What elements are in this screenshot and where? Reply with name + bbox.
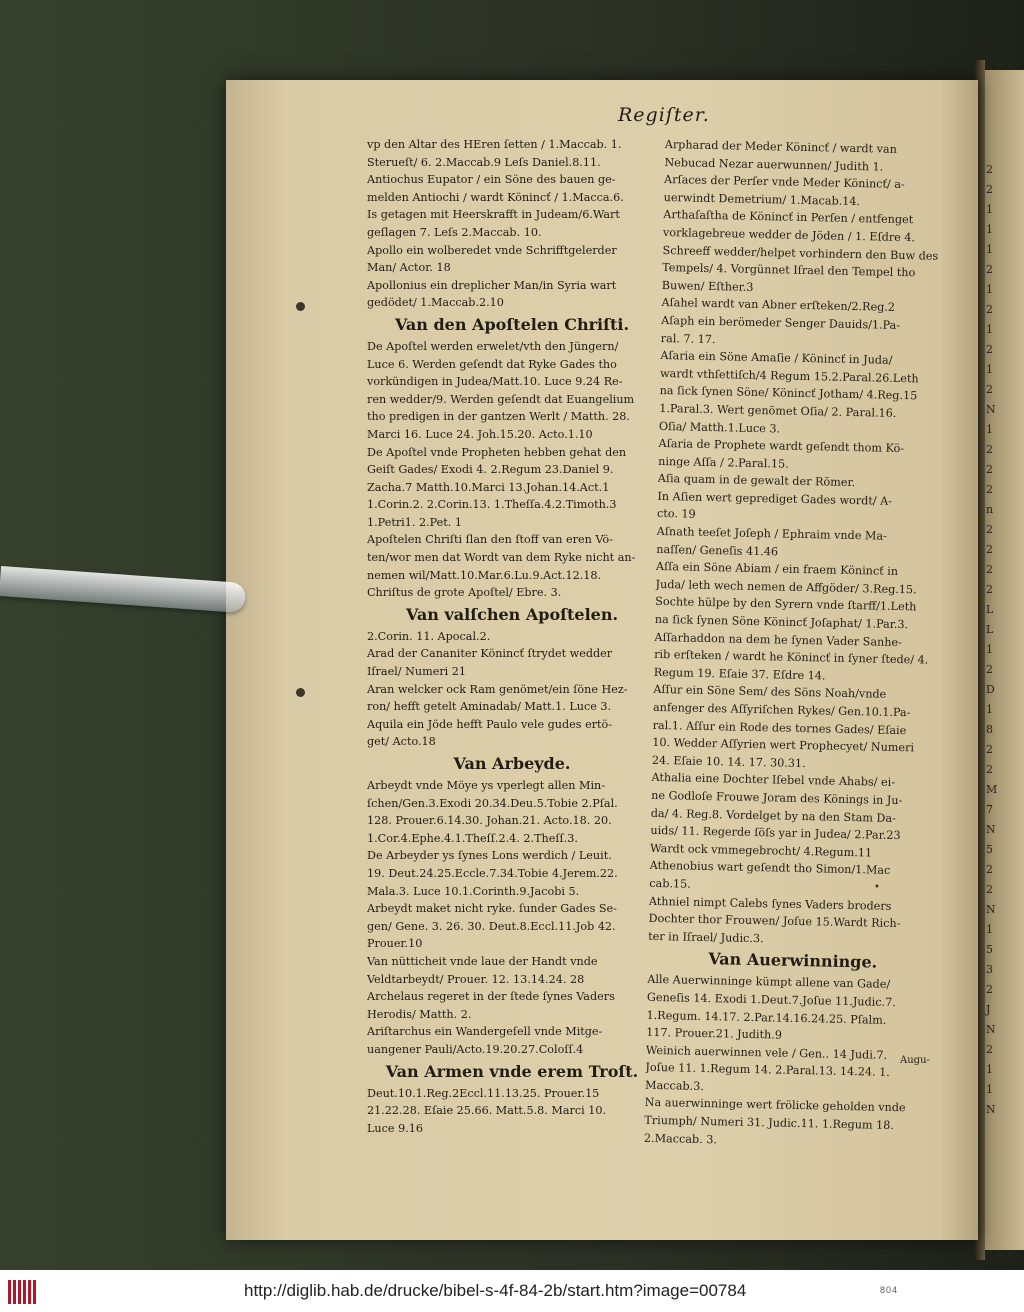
index-line: Aquila ein Jöde hefft Paulo vele gudes ertö- [367, 717, 613, 731]
index-line: Maccab.3. [644, 1078, 704, 1093]
index-line: Arſaces der Perſer vnde Meder Könincť/ a- [663, 173, 905, 192]
index-line: cto. 19 [656, 507, 696, 522]
index-line: Arbeydt maket nicht ryke. ſunder Gades Se- [367, 902, 617, 916]
index-line: na ſick ſynen Söne/ Könincť Jotham/ 4.Reg.15 [659, 384, 918, 403]
facing-page-fragment: N [986, 403, 996, 416]
viewer-footer [0, 1270, 1024, 1312]
index-line: Aran welcker ock Ram genömet/ein ſöne Hez- [367, 682, 628, 696]
index-line: Aſaria ein Söne Amaſie / Könincť in Juda/ [660, 349, 893, 367]
index-line: 1.Corin.2. 2.Corin.13. 1.Theſſa.4.2.Timoth.3 [367, 498, 617, 512]
index-line: ral.1. Aſſur ein Rode des tornes Gades/ Eſaie [652, 718, 907, 737]
index-line: Antiochus Eupator / ein Söne des bauen ge- [367, 173, 616, 187]
index-line: 1.Cor.4.Ephe.4.1.Theſſ.2.4. 2.Theſſ.3. [367, 831, 578, 845]
facing-page-fragment: M [986, 783, 998, 796]
index-line: cab.15. [649, 876, 691, 891]
index-line: ren wedder/9. Werden geſendt dat Euangelium [367, 392, 635, 406]
facing-page-fragment: 2 [986, 383, 993, 396]
index-line: ninge Aſſa / 2.Paral.15. [658, 454, 789, 471]
facing-page-fragment: 2 [986, 163, 993, 176]
index-line: Wardt ock vmmegebrocht/ 4.Regum.11 [649, 841, 873, 860]
facing-page-fragment: 2 [986, 483, 993, 496]
facing-page-fragment: L [986, 603, 994, 616]
index-line: Deut.10.1.Reg.2Eccl.11.13.25. Prouer.15 [367, 1086, 600, 1100]
facing-page-fragment: J [986, 1003, 991, 1016]
index-line: Marci 16. Luce 24. Joh.15.20. Acto.1.10 [367, 427, 593, 441]
index-line: Athniel nimpt Calebs ſynes Vaders broders [648, 894, 892, 913]
binding-hole [296, 302, 305, 311]
index-line: vp den Altar des HEren ſetten / 1.Maccab. 1. [367, 138, 622, 151]
index-line: Arbeydt vnde Möye ys vperlegt allen Min- [367, 779, 606, 792]
index-line: Geiſt Gades/ Exodi 4. 2.Regum 23.Daniel 9. [367, 463, 614, 477]
facing-page-fragment: 2 [986, 763, 993, 776]
index-line: geſlagen 7. Leſs 2.Maccab. 10. [367, 225, 542, 239]
index-line: Apoſtelen Chriſti ſlan den ſtoff van eren Vö- [367, 533, 613, 547]
index-line: De Apoſtel werden erwelet/vth den Jüngern/ [367, 339, 619, 353]
facing-page-fragment: 2 [986, 863, 993, 876]
index-line: get/ Acto.18 [367, 735, 436, 749]
index-line: ten/wor men dat Wordt van dem Ryke nicht an- [367, 551, 636, 565]
index-line: Arad der Cananiter Könincť ſtrydet wedder [367, 647, 613, 661]
index-line: Joſue 11. 1.Regum 14. 2.Paral.13. 14.24. 1. [645, 1061, 890, 1080]
index-line: Alle Auerwinninge kümpt allene van Gade/ [647, 973, 891, 992]
facing-page-fragment: 2 [986, 523, 993, 536]
index-line: na ſick ſynen Söne Könincť Joſaphat/ 1.Par.3. [654, 612, 909, 632]
facing-page-edge [980, 70, 1024, 1250]
index-line: tho predigen in der gantzen Werlt / Matth. 28. [367, 410, 630, 424]
index-line: Juda/ leth wech nemen de Affgöder/ 3.Reg.15. [655, 577, 917, 597]
index-line: Apollonius ein dreplicher Man/in Syria wart [367, 278, 617, 292]
index-line: da/ 4. Reg.8. Vordelget by na den Stam Da- [650, 806, 897, 825]
index-line: Is getagen mit Heerskrafft in Judeam/6.Wart [367, 208, 620, 222]
facing-page-fragment: 2 [986, 583, 993, 596]
index-line: Chriſtus de grote Apoſtel/ Ebre. 3. [367, 586, 562, 600]
index-line: 117. Prouer.21. Judith.9 [646, 1025, 783, 1042]
facing-page-fragment: 1 [986, 363, 993, 376]
index-line: Aſſur ein Söne Sem/ des Söns Noah/vnde [653, 683, 887, 702]
index-line: In Aſien wert geprediget Gades wordt/ A- [657, 489, 893, 508]
index-line: ter in Iſrael/ Judic.3. [648, 929, 764, 945]
index-line: Weinich auerwinnen vele / Gen.. 14 Judi.7. [645, 1043, 888, 1062]
facing-page-fragment: 3 [986, 963, 993, 976]
index-line: gedödet/ 1.Maccab.2.10 [367, 296, 504, 310]
index-line: Athenobius wart geſendt tho Simon/1.Mac [649, 859, 891, 878]
section-heading: Van Arbeyde. [453, 754, 571, 773]
section-heading: Van Armen vnde erem Troſt. [385, 1061, 639, 1081]
facing-page-fragment: 1 [986, 1083, 993, 1096]
index-line: 1.Regum. 14.17. 2.Par.14.16.24.25. Pſalm. [646, 1008, 887, 1027]
index-line: vorklagebreue wedder de Jöden / 1. Eſdre 4. [662, 225, 916, 245]
catchword: Augu- [900, 1055, 930, 1066]
page-number: 804 [880, 1285, 899, 1295]
facing-page-fragment: 1 [986, 243, 993, 256]
index-line: Buwen/ Eſther.3 [661, 278, 754, 294]
facing-page-fragment: N [986, 823, 996, 836]
index-line: uids/ 11. Regerde ſöſs yar in Judea/ 2.Par.23 [650, 824, 901, 843]
facing-page-fragment: N [986, 903, 996, 916]
index-line: Na auerwinninge wert frölicke geholden vnde [644, 1096, 906, 1115]
index-line: naſſen/ Geneſis 41.46 [656, 542, 779, 559]
index-line: Van nütticheit vnde laue der Handt vnde [367, 954, 598, 968]
index-line: ne Godloſe Frouwe Joram des Könings in Ju- [651, 788, 903, 808]
index-line: anfenger des Aſſyriſchen Rykes/ Gen.10.1.Pa- [652, 700, 911, 720]
library-logo-icon [8, 1280, 36, 1304]
index-line: ron/ hefft getelt Aminadab/ Matt.1. Luce 3. [367, 700, 612, 714]
index-line: Sterueſt/ 6. 2.Maccab.9 Leſs Daniel.8.11. [367, 155, 601, 169]
index-line: Schreeff wedder/helpet vorhindern den Buw des [662, 243, 939, 263]
index-line: rib erſteken / wardt he Könincť in ſyner ſtede/ 4. [654, 648, 929, 667]
index-line: 2.Corin. 11. Apocal.2. [367, 629, 491, 643]
facing-page-fragment: 1 [986, 323, 993, 336]
facing-page-fragment: 2 [986, 183, 993, 196]
index-line: uerwindt Demetrium/ 1.Macab.14. [663, 190, 861, 208]
facing-page-fragment: 2 [986, 743, 993, 756]
index-line: Luce 9.16 [367, 1121, 423, 1135]
index-line: Prouer.10 [367, 937, 423, 951]
index-line: 24. Eſaie 10. 14. 17. 30.31. [651, 753, 806, 770]
section-heading: Van valſchen Apoſtelen. [405, 604, 619, 624]
facing-page-fragment: 2 [986, 263, 993, 276]
facing-page-fragment: 1 [986, 203, 993, 216]
image-url[interactable]: http://diglib.hab.de/drucke/bibel-s-4f-84-2b/start.htm?image=00784 [244, 1281, 747, 1300]
index-line: Nebucad Nezar auerwunnen/ Judith 1. [664, 155, 884, 174]
index-line: Athalia eine Dochter Iſebel vnde Ahabs/ ei- [651, 771, 896, 790]
index-line: Aſſa ein Söne Abiam / ein fraem Könincť in [655, 560, 899, 579]
index-line: De Arbeyder ys ſynes Lons werdich / Leuit. [367, 849, 612, 863]
index-line: vorkündigen in Judea/Matt.10. Luce 9.24 Re- [367, 375, 623, 389]
index-line: uangener Pauli/Acto.19.20.27.Coloſſ.4 [367, 1042, 584, 1056]
index-line: Oſia/ Matth.1.Luce 3. [658, 419, 781, 435]
facing-page-fragment: 2 [986, 303, 993, 316]
index-line: 21.22.28. Eſaie 25.66. Matt.5.8. Marci 10. [367, 1104, 607, 1118]
index-line: De Apoſtel vnde Propheten hebben gehat den [367, 445, 627, 459]
facing-page-fragment: 1 [986, 423, 993, 436]
index-line: Apollo ein wolberedet vnde Schrifftgelerder [367, 243, 617, 257]
facing-page-fragment: 5 [986, 843, 993, 856]
facing-page-fragment: 2 [986, 463, 993, 476]
facing-page-fragment: 2 [986, 1043, 993, 1056]
index-line: ral. 7. 17. [660, 331, 716, 346]
index-line: melden Antiochi / wardt Könincť / 1.Macca.6. [367, 190, 624, 204]
index-line: Aſnath teeſet Joſeph / Ephraim vnde Ma- [656, 524, 888, 543]
facing-page-fragment: N [986, 1023, 996, 1036]
facing-page-fragment: 1 [986, 643, 993, 656]
binding-hole [296, 688, 305, 697]
index-line: Aſahel wardt van Abner erſteken/2.Reg.2 [661, 296, 896, 315]
index-line: Archelaus regeret in der ſtede ſynes Vaders [367, 990, 615, 1004]
section-heading: Van Auerwinninge. [708, 949, 878, 972]
index-line: Dochter thor Frouwen/ Joſue 15.Wardt Rich- [648, 911, 901, 931]
right-column [644, 136, 955, 1153]
index-line: Regum 19. Eſaie 37. Eſdre 14. [653, 665, 826, 683]
index-line: Aſaph ein berömeder Senger Dauids/1.Pa- [661, 313, 901, 332]
index-line: Mala.3. Luce 10.1.Corinth.9.Jacobi 5. [367, 884, 580, 898]
facing-page-fragment: 1 [986, 703, 993, 716]
left-column [367, 136, 657, 1137]
index-line: 128. Prouer.6.14.30. Johan.21. Acto.18. 20. [367, 814, 612, 828]
index-line: 19. Deut.24.25.Eccle.7.34.Tobie 4.Jerem.22. [367, 866, 618, 880]
index-line: Arthaſaſtha de Könincť in Perſen / entfenget [663, 208, 914, 227]
index-line: nemen wil/Matt.10.Mar.6.Lu.9.Act.12.18. [367, 568, 602, 582]
index-line: Geneſis 14. Exodi 1.Deut.7.Joſue 11.Judic.7. [646, 990, 896, 1009]
index-line: Sochte hülpe by den Syrern vnde ſtarff/1.Leth [655, 595, 917, 614]
facing-page-fragment: 8 [986, 723, 993, 736]
facing-page-fragment: 1 [986, 923, 993, 936]
facing-page-fragment: D [986, 683, 995, 696]
index-line: Aſaria de Prophete wardt geſendt thom Kö- [658, 437, 905, 456]
index-line: Man/ Actor. 18 [367, 261, 451, 275]
index-line: Aſia quam in de gewalt der Römer. [657, 472, 856, 490]
printer-ornament: • [874, 882, 880, 893]
facing-page-fragment: 1 [986, 1063, 993, 1076]
index-line: Iſrael/ Numeri 21 [367, 665, 467, 679]
index-line: Arpharad der Meder Könincť / wardt van [664, 137, 897, 156]
facing-page-fragment: 5 [986, 943, 993, 956]
facing-page-fragment: 7 [986, 803, 993, 816]
index-line: Herodis/ Matth. 2. [367, 1007, 472, 1021]
index-line: gen/ Gene. 3. 26. 30. Deut.8.Eccl.11.Job 42. [367, 919, 616, 933]
facing-page-fragment: 1 [986, 283, 993, 296]
facing-page-fragment: 2 [986, 563, 993, 576]
index-line: wardt vthſettiſch/4 Regum 15.2.Paral.26.Leth [659, 366, 919, 386]
index-line: 2.Maccab. 3. [643, 1131, 718, 1146]
facing-page-fragment: 2 [986, 343, 993, 356]
index-line: Triumph/ Numeri 31. Judic.11. 1.Regum 18. [644, 1113, 895, 1133]
facing-page-fragment: L [986, 623, 994, 636]
facing-page-fragment: N [986, 1103, 996, 1116]
index-line: 1.Petri1. 2.Pet. 1 [367, 515, 463, 529]
index-line: Ariſtarchus ein Wandergeſell vnde Mitge- [367, 1025, 603, 1039]
index-line: Aſſarhaddon na dem he ſynen Vader Sanhe- [654, 630, 903, 649]
index-line: 10. Wedder Aſſyrien wert Prophecyet/ Numeri [652, 736, 915, 755]
facing-page-fragment: 2 [986, 663, 993, 676]
facing-page-fragment: 1 [986, 223, 993, 236]
index-line: Luce 6. Werden geſendt dat Ryke Gades tho [367, 357, 617, 371]
facing-page-fragment: 2 [986, 983, 993, 996]
index-line: Zacha.7 Matth.10.Marci 13.Johan.14.Act.1 [367, 480, 610, 494]
index-line: Tempels/ 4. Vorgünnet Iſrael den Tempel tho [662, 261, 916, 280]
index-line: 1.Paral.3. Wert genömet Oſia/ 2. Paral.16. [659, 401, 897, 420]
running-head: Regiſter. [618, 104, 710, 126]
facing-page-fragment: 2 [986, 883, 993, 896]
facing-page-fragment: 2 [986, 443, 993, 456]
index-line: Veldtarbeydt/ Prouer. 12. 13.14.24. 28 [367, 972, 585, 986]
facing-page-fragment: n [986, 503, 994, 516]
facing-page-fragment: 2 [986, 543, 993, 556]
section-heading: Van den Apoſtelen Chriſti. [394, 314, 630, 334]
index-line: ſchen/Gen.3.Exodi 20.34.Deu.5.Tobie 2.Pſal. [367, 796, 618, 810]
